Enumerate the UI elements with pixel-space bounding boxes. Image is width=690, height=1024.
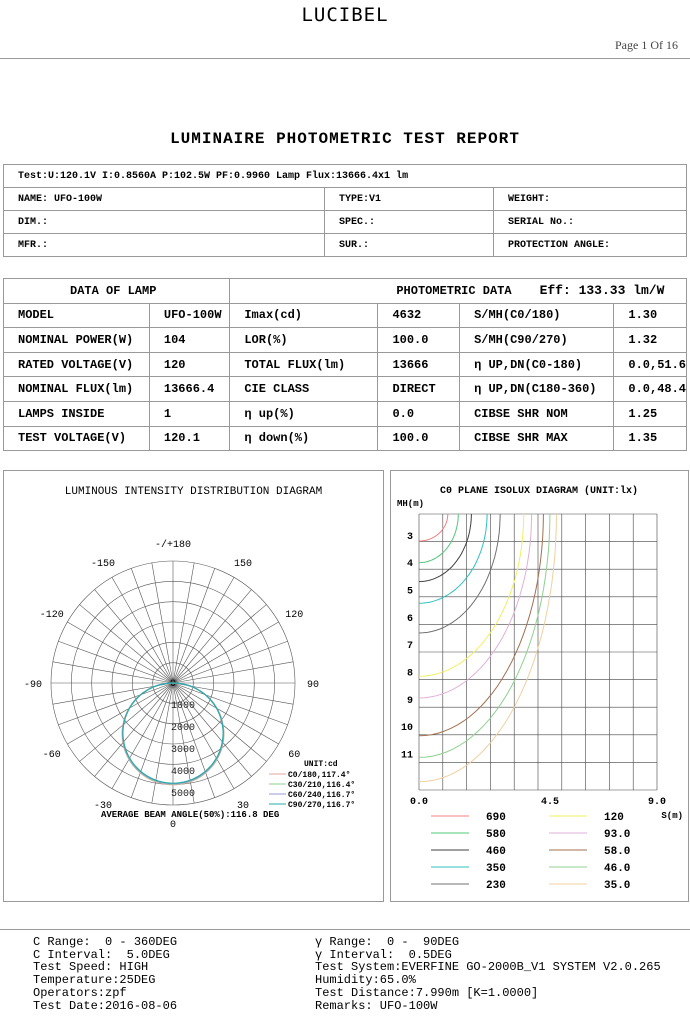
page-number: Page 1 Of 16 (615, 38, 678, 52)
lamp-data-cell-l1: NOMINAL POWER(W) (4, 328, 150, 353)
polar-angle-label: 150 (233, 558, 253, 570)
polar-angle-label: -30 (93, 801, 113, 813)
isolux-contour (419, 514, 543, 736)
polar-angle-label: 30 (236, 801, 250, 813)
lamp-data-row (4, 303, 687, 328)
test-info-table (3, 164, 687, 257)
lamp-data-cell-v2: 100.0 (378, 426, 460, 451)
polar-legend-item: C30/210,116.4° (288, 781, 356, 790)
polar-angle-label: 60 (288, 750, 301, 761)
type-field: TYPE:V1 (325, 188, 494, 211)
weight-field: WEIGHT: (494, 188, 687, 211)
isolux-legend-value: 58.0 (604, 846, 631, 858)
test-line: Test:U:120.1V I:0.8560A P:102.5W PF:0.9960 Lamp Flux:13666.4x1 lm (4, 165, 687, 188)
lamp-data-cell-v3: 0.0,48.4 (614, 377, 687, 402)
lamp-data-row (4, 401, 687, 426)
lamp-data-cell-l2: Imax(cd) (230, 303, 378, 328)
polar-angle-label: -150 (90, 558, 116, 570)
isolux-legend-value: 460 (486, 846, 506, 858)
footer-line: γ Range: 0 - 90DEG (315, 935, 460, 949)
lamp-data-cell-l3: S/MH(C90/270) (460, 328, 614, 353)
polar-legend-item: C60/240,116.7° (288, 791, 356, 800)
polar-angle-label: -/+180 (154, 540, 192, 551)
isolux-y-tick: 9 (406, 695, 413, 707)
footer-line: Test System:EVERFINE GO-2000B_V1 SYSTEM V2.0.265 (315, 960, 661, 975)
isolux-y-tick: 5 (406, 586, 413, 598)
lamp-data-row (4, 377, 687, 402)
lamp-data-cell-v3: 1.25 (614, 401, 687, 426)
isolux-contour (419, 514, 500, 633)
isolux-y-tick: 3 (406, 531, 413, 543)
lamp-data-cell-l2: η up(%) (230, 401, 378, 426)
mfr-field: MFR.: (4, 234, 325, 257)
brand-logo: LUCIBEL (301, 4, 389, 26)
sur-field: SUR.: (325, 234, 494, 257)
footer-line: Test Date:2016-08-06 (33, 998, 178, 1013)
lamp-data-cell-l1: MODEL (4, 303, 150, 328)
lamp-data-cell-v1: 104 (149, 328, 229, 353)
polar-legend-unit: UNIT:cd (304, 760, 338, 769)
isolux-legend-value: 93.0 (604, 829, 631, 841)
isolux-legend-value: 580 (486, 829, 506, 841)
lamp-data-cell-v3: 1.30 (614, 303, 687, 328)
polar-radial-label: 4000 (170, 766, 196, 778)
footer-line: Temperature:25DEG (33, 973, 156, 988)
lamp-data-cell-v2: 4632 (378, 303, 460, 328)
lamp-data-cell-v1: 13666.4 (149, 377, 229, 402)
polar-chart (4, 471, 383, 901)
lamp-data-row (4, 426, 687, 451)
isolux-chart (391, 471, 688, 901)
isolux-y-tick: 7 (406, 641, 413, 653)
polar-radial-label: 2000 (170, 722, 196, 734)
isolux-y-label: MH(m) (397, 499, 425, 509)
lamp-data-cell-l2: η down(%) (230, 426, 378, 451)
lamp-data-cell-v2: DIRECT (378, 377, 460, 402)
polar-radial-label: 5000 (170, 788, 196, 800)
isolux-legend-value: 230 (486, 880, 506, 892)
isolux-x-tick: 4.5 (540, 797, 560, 808)
polar-angle-label: -60 (42, 750, 61, 761)
isolux-contour (419, 514, 550, 757)
spec-field: SPEC.: (325, 211, 494, 234)
polar-title: LUMINOUS INTENSITY DISTRIBUTION DIAGRAM (64, 486, 323, 498)
lamp-data-cell-l3: η UP,DN(C180-360) (460, 377, 614, 402)
polar-angle-label: -90 (23, 680, 43, 691)
lamp-data-cell-v2: 100.0 (378, 328, 460, 353)
protection-angle-field: PROTECTION ANGLE: (494, 234, 687, 257)
lamp-data-cell-l2: TOTAL FLUX(lm) (230, 352, 378, 377)
isolux-x-tick: 9.0 (647, 797, 667, 808)
lamp-data-cell-v1: 120.1 (149, 426, 229, 451)
lamp-data-cell-l1: NOMINAL FLUX(lm) (4, 377, 150, 402)
polar-angle-label: 120 (285, 610, 304, 621)
isolux-x-tick: 0.0 (409, 797, 429, 808)
name-field: NAME: UFO-100W (4, 188, 325, 211)
lamp-data-row (4, 328, 687, 353)
lamp-data-cell-l2: CIE CLASS (230, 377, 378, 402)
lamp-data-cell-v1: UFO-100W (149, 303, 229, 328)
polar-center-label: 0 (169, 679, 177, 690)
isolux-y-tick: 6 (406, 613, 413, 625)
dim-field: DIM.: (4, 211, 325, 234)
footer-line: C Range: 0 - 360DEG (33, 935, 178, 949)
lamp-data-cell-v3: 1.35 (614, 426, 687, 451)
header-divider (0, 58, 690, 59)
footer-divider (0, 929, 690, 930)
lamp-data-cell-l3: η UP,DN(C0-180) (460, 352, 614, 377)
efficiency: Eff: 133.33 lm/W (539, 283, 665, 299)
isolux-contour (419, 514, 556, 782)
polar-angle-label: -120 (39, 610, 64, 621)
lamp-data-cell-v1: 120 (149, 352, 229, 377)
isolux-contour (419, 514, 458, 563)
isolux-legend-value: 690 (486, 812, 506, 824)
polar-radial-label: 3000 (170, 744, 196, 756)
serial-field: SERIAL No.: (494, 211, 687, 234)
polar-radial-label: 1000 (170, 700, 196, 712)
lamp-data-cell-l1: RATED VOLTAGE(V) (4, 352, 150, 377)
lamp-data-row (4, 352, 687, 377)
lamp-data-cell-l1: LAMPS INSIDE (4, 401, 150, 426)
footer-left (33, 936, 177, 1012)
isolux-legend-value: 350 (486, 863, 506, 875)
isolux-legend-value: 35.0 (604, 880, 631, 892)
lamp-data-cell-l3: CIBSE SHR MAX (460, 426, 614, 451)
lamp-data-cell-l3: S/MH(C0/180) (460, 303, 614, 328)
lamp-data-heading: DATA OF LAMP (4, 279, 230, 304)
photometric-heading: PHOTOMETRIC DATA Eff: 133.33 lm/W (230, 279, 687, 304)
footer-line: C Interval: 5.0DEG (33, 947, 170, 962)
polar-legend-item: C0/180,117.4° (288, 771, 351, 780)
report-title: LUMINAIRE PHOTOMETRIC TEST REPORT (170, 130, 520, 148)
isolux-title: C0 PLANE ISOLUX DIAGRAM (UNIT:lx) (439, 486, 639, 497)
lamp-data-cell-v3: 1.32 (614, 328, 687, 353)
isolux-y-tick: 10 (400, 723, 413, 735)
polar-angle-label: 90 (306, 680, 320, 691)
beam-angle-label: AVERAGE BEAM ANGLE(50%):116.8 DEG (101, 810, 280, 820)
lamp-data-cell-v3: 0.0,51.6 (614, 352, 687, 377)
isolux-legend-value: 46.0 (604, 863, 631, 875)
isolux-y-tick: 11 (400, 750, 413, 762)
footer-line: Test Speed: HIGH (33, 960, 149, 975)
isolux-diagram-panel (390, 470, 689, 902)
footer-line: Test Distance:7.990m [K=1.0000] (315, 985, 539, 1000)
footer-line: γ Interval: 0.5DEG (315, 947, 452, 962)
polar-angle-label: 0 (169, 820, 177, 831)
lamp-data-cell-l1: TEST VOLTAGE(V) (4, 426, 150, 451)
isolux-y-tick: 4 (406, 559, 413, 571)
footer-line: Remarks: UFO-100W (315, 998, 438, 1013)
isolux-contour (419, 514, 487, 603)
lamp-data-cell-v2: 13666 (378, 352, 460, 377)
isolux-x-label: S(m) (661, 811, 683, 821)
polar-legend-item: C90/270,116.7° (288, 801, 356, 810)
lamp-data-cell-v2: 0.0 (378, 401, 460, 426)
lamp-data-cell-l2: LOR(%) (230, 328, 378, 353)
isolux-y-tick: 8 (406, 668, 413, 680)
footer-right (315, 936, 661, 1012)
footer-line: Humidity:65.0% (315, 973, 416, 988)
polar-diagram-panel (3, 470, 384, 902)
lamp-data-cell-v1: 1 (149, 401, 229, 426)
isolux-legend-value: 120 (604, 812, 624, 824)
footer-line: Operators:zpf (33, 985, 127, 1000)
lamp-data-table (3, 278, 687, 451)
lamp-data-cell-l3: CIBSE SHR NOM (460, 401, 614, 426)
isolux-contour (419, 514, 448, 541)
